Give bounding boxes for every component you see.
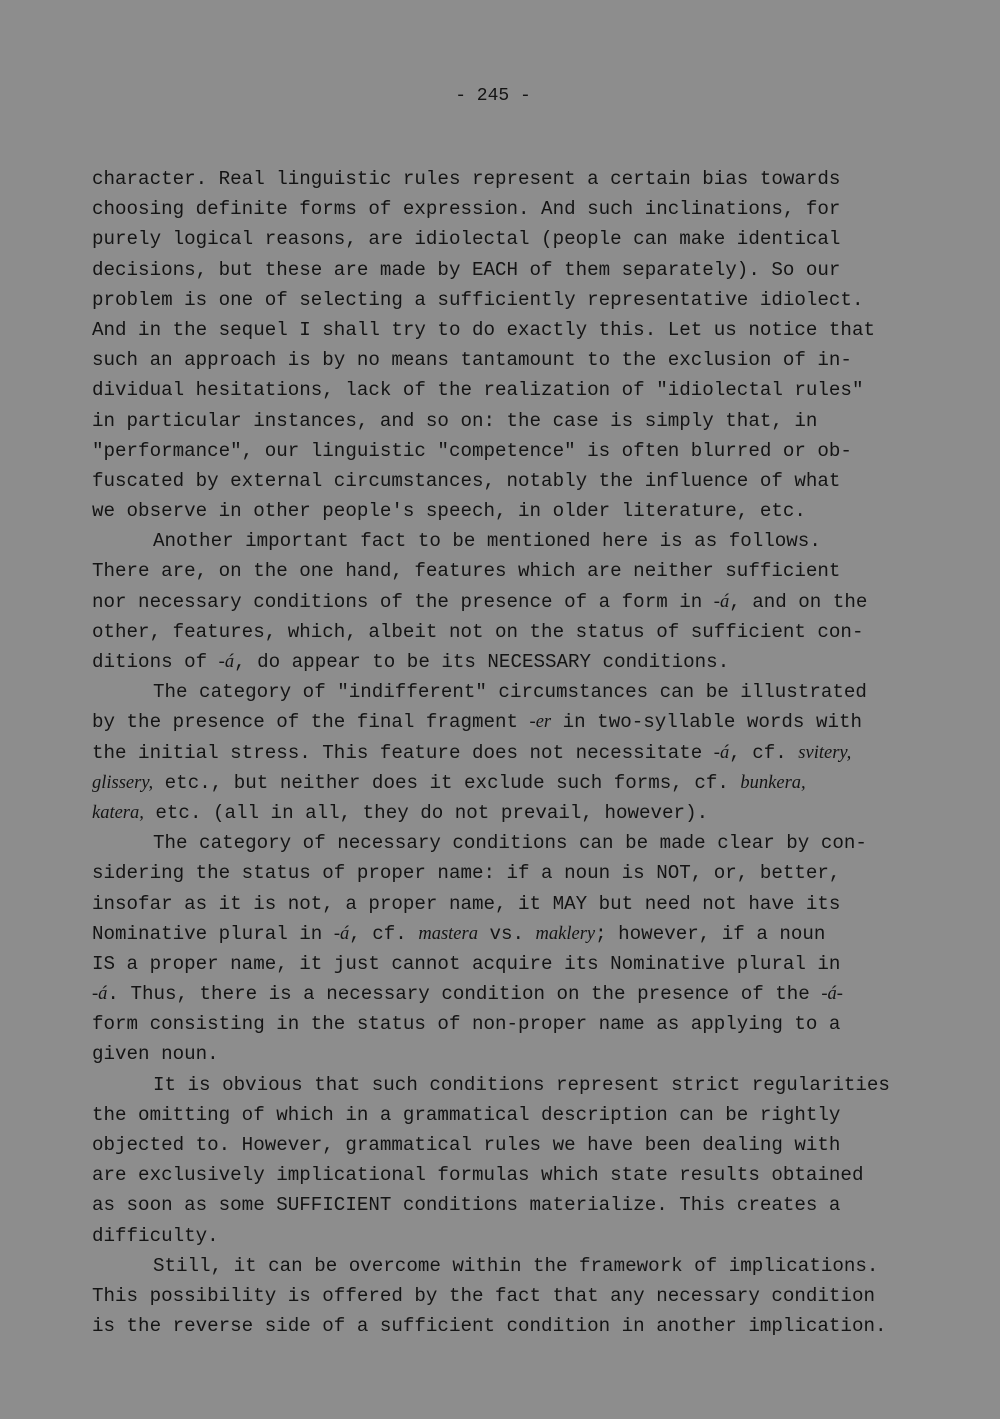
- text-segment: etc., but neither does it exclude such forms, cf.: [153, 771, 741, 794]
- text-line: [92, 1130, 972, 1160]
- text-line: [92, 647, 972, 677]
- text-segment: ditions of: [92, 651, 219, 673]
- text-segment: form consisting in the status of non-proper name as applying to a: [92, 1013, 841, 1036]
- text-line: [92, 315, 972, 345]
- text-segment: There are, on the one hand, features which are neither sufficient: [92, 560, 841, 583]
- text-line: [92, 194, 972, 224]
- text-line: [92, 1221, 972, 1251]
- text-segment: And in the sequel I shall try to do exactly this. Let us notice that: [92, 318, 875, 341]
- text-segment: difficulty.: [92, 1224, 219, 1247]
- text-segment: fuscated by external circumstances, notably the influence of what: [92, 469, 841, 492]
- text-segment: given noun.: [92, 1043, 219, 1066]
- text-line: [92, 617, 972, 647]
- paragraph-first-line: [92, 677, 972, 707]
- text-line: [92, 436, 972, 466]
- text-segment: "performance", our linguistic "competence" is often blurred or ob-: [92, 439, 852, 462]
- body-text: [92, 164, 972, 1341]
- text-segment: nor necessary conditions of the presence of a form in: [92, 590, 714, 613]
- italic-term: bunkera,: [740, 772, 806, 793]
- text-segment: Nominative plural in: [92, 922, 334, 945]
- text-segment: . Thus, there is a necessary condition on the presence of the: [107, 983, 822, 1006]
- text-line: [92, 375, 972, 405]
- italic-term: katera,: [92, 802, 144, 823]
- text-line: [92, 587, 972, 617]
- text-line: [92, 1100, 972, 1130]
- text-segment: It is obvious that such conditions represent strict regularities: [153, 1073, 890, 1096]
- paragraph-first-line: [92, 1070, 972, 1100]
- italic-term: -á: [713, 591, 730, 612]
- text-line: [92, 738, 972, 768]
- text-line: [92, 164, 972, 194]
- text-segment: by the presence of the final fragment: [92, 711, 530, 734]
- paragraph-first-line: [92, 828, 972, 858]
- text-segment: choosing definite forms of expression. And such inclinations, for: [92, 198, 841, 221]
- text-segment: in two-syllable words with: [551, 711, 863, 734]
- italic-term: maklery: [535, 923, 596, 944]
- text-segment: The category of "indifferent" circumstances can be illustrated: [153, 681, 867, 704]
- text-segment: we observe in other people's speech, in older literature, etc.: [92, 500, 806, 523]
- text-segment: insofar as it is not, a proper name, it MAY but need not have its: [92, 892, 841, 915]
- text-line: [92, 466, 972, 496]
- text-line: [92, 496, 972, 526]
- italic-term: mastera: [418, 923, 478, 944]
- text-segment: vs.: [477, 922, 536, 945]
- text-segment: dividual hesitations, lack of the realization of "idiolectal rules": [92, 379, 864, 402]
- text-segment: Still, it can be overcome within the framework of implications.: [153, 1254, 879, 1277]
- text-segment: in particular instances, and so on: the case is simply that, in: [92, 409, 818, 432]
- text-segment: etc. (all in all, they do not prevail, however).: [143, 801, 709, 824]
- text-segment: , cf.: [349, 922, 419, 945]
- text-segment: the omitting of which in a grammatical description can be rightly: [92, 1103, 841, 1126]
- italic-term: -á: [218, 652, 235, 672]
- italic-term: -á-: [821, 984, 843, 1005]
- paragraph-first-line: [92, 526, 972, 556]
- text-segment: IS a proper name, it just cannot acquire its Nominative plural in: [92, 952, 841, 975]
- italic-term: -er: [529, 712, 552, 733]
- italic-term: -á: [92, 984, 108, 1005]
- text-line: [92, 949, 972, 979]
- text-line: [92, 858, 972, 888]
- text-line: [92, 979, 972, 1009]
- text-segment: character. Real linguistic rules represent a certain bias towards: [92, 168, 841, 190]
- text-line: [92, 1160, 972, 1190]
- text-segment: are exclusively implicational formulas which state results obtained: [92, 1164, 864, 1187]
- text-line: [92, 798, 972, 828]
- text-segment: , do appear to be its NECESSARY conditions.: [234, 651, 730, 673]
- text-line: [92, 919, 972, 949]
- text-line: [92, 768, 972, 798]
- text-segment: such an approach is by no means tantamount to the exclusion of in-: [92, 349, 852, 372]
- text-segment: , and on the: [729, 590, 868, 613]
- text-line: [92, 707, 972, 737]
- text-segment: decisions, but these are made by EACH of them separately). So our: [92, 258, 841, 281]
- italic-term: glissery,: [92, 772, 154, 793]
- text-segment: purely logical reasons, are idiolectal (people can make identical: [92, 228, 841, 251]
- text-line: [92, 224, 972, 254]
- text-line: [92, 889, 972, 919]
- page-number: - 245 -: [455, 86, 531, 106]
- text-segment: other, features, which, albeit not on the status of sufficient con-: [92, 620, 864, 643]
- text-segment: sidering the status of proper name: if a noun is NOT, or, better,: [92, 862, 841, 885]
- paragraph-first-line: [92, 1251, 972, 1281]
- text-line: [92, 406, 972, 436]
- italic-term: svitery,: [798, 742, 852, 763]
- text-segment: This possibility is offered by the fact that any necessary condition: [92, 1284, 875, 1307]
- text-line: [92, 1009, 972, 1039]
- text-line: [92, 345, 972, 375]
- italic-term: -á: [333, 923, 350, 944]
- text-segment: , cf.: [729, 741, 799, 764]
- italic-term: -á: [713, 742, 730, 763]
- text-line: [92, 1281, 972, 1311]
- text-line: [92, 255, 972, 285]
- text-segment: is the reverse side of a sufficient condition in another implication.: [92, 1315, 887, 1338]
- text-segment: Another important fact to be mentioned here is as follows.: [153, 530, 821, 553]
- text-segment: as soon as some SUFFICIENT conditions materialize. This creates a: [92, 1194, 841, 1217]
- text-line: [92, 1311, 972, 1341]
- text-segment: The category of necessary conditions can be made clear by con-: [153, 832, 867, 855]
- text-segment: problem is one of selecting a sufficiently representative idiolect.: [92, 288, 864, 311]
- text-segment: ; however, if a noun: [595, 922, 826, 945]
- text-line: [92, 285, 972, 315]
- text-segment: the initial stress. This feature does not necessitate: [92, 741, 714, 764]
- text-segment: objected to. However, grammatical rules we have been dealing with: [92, 1134, 841, 1156]
- text-line: [92, 556, 972, 586]
- text-line: [92, 1190, 972, 1220]
- text-line: [92, 1039, 972, 1069]
